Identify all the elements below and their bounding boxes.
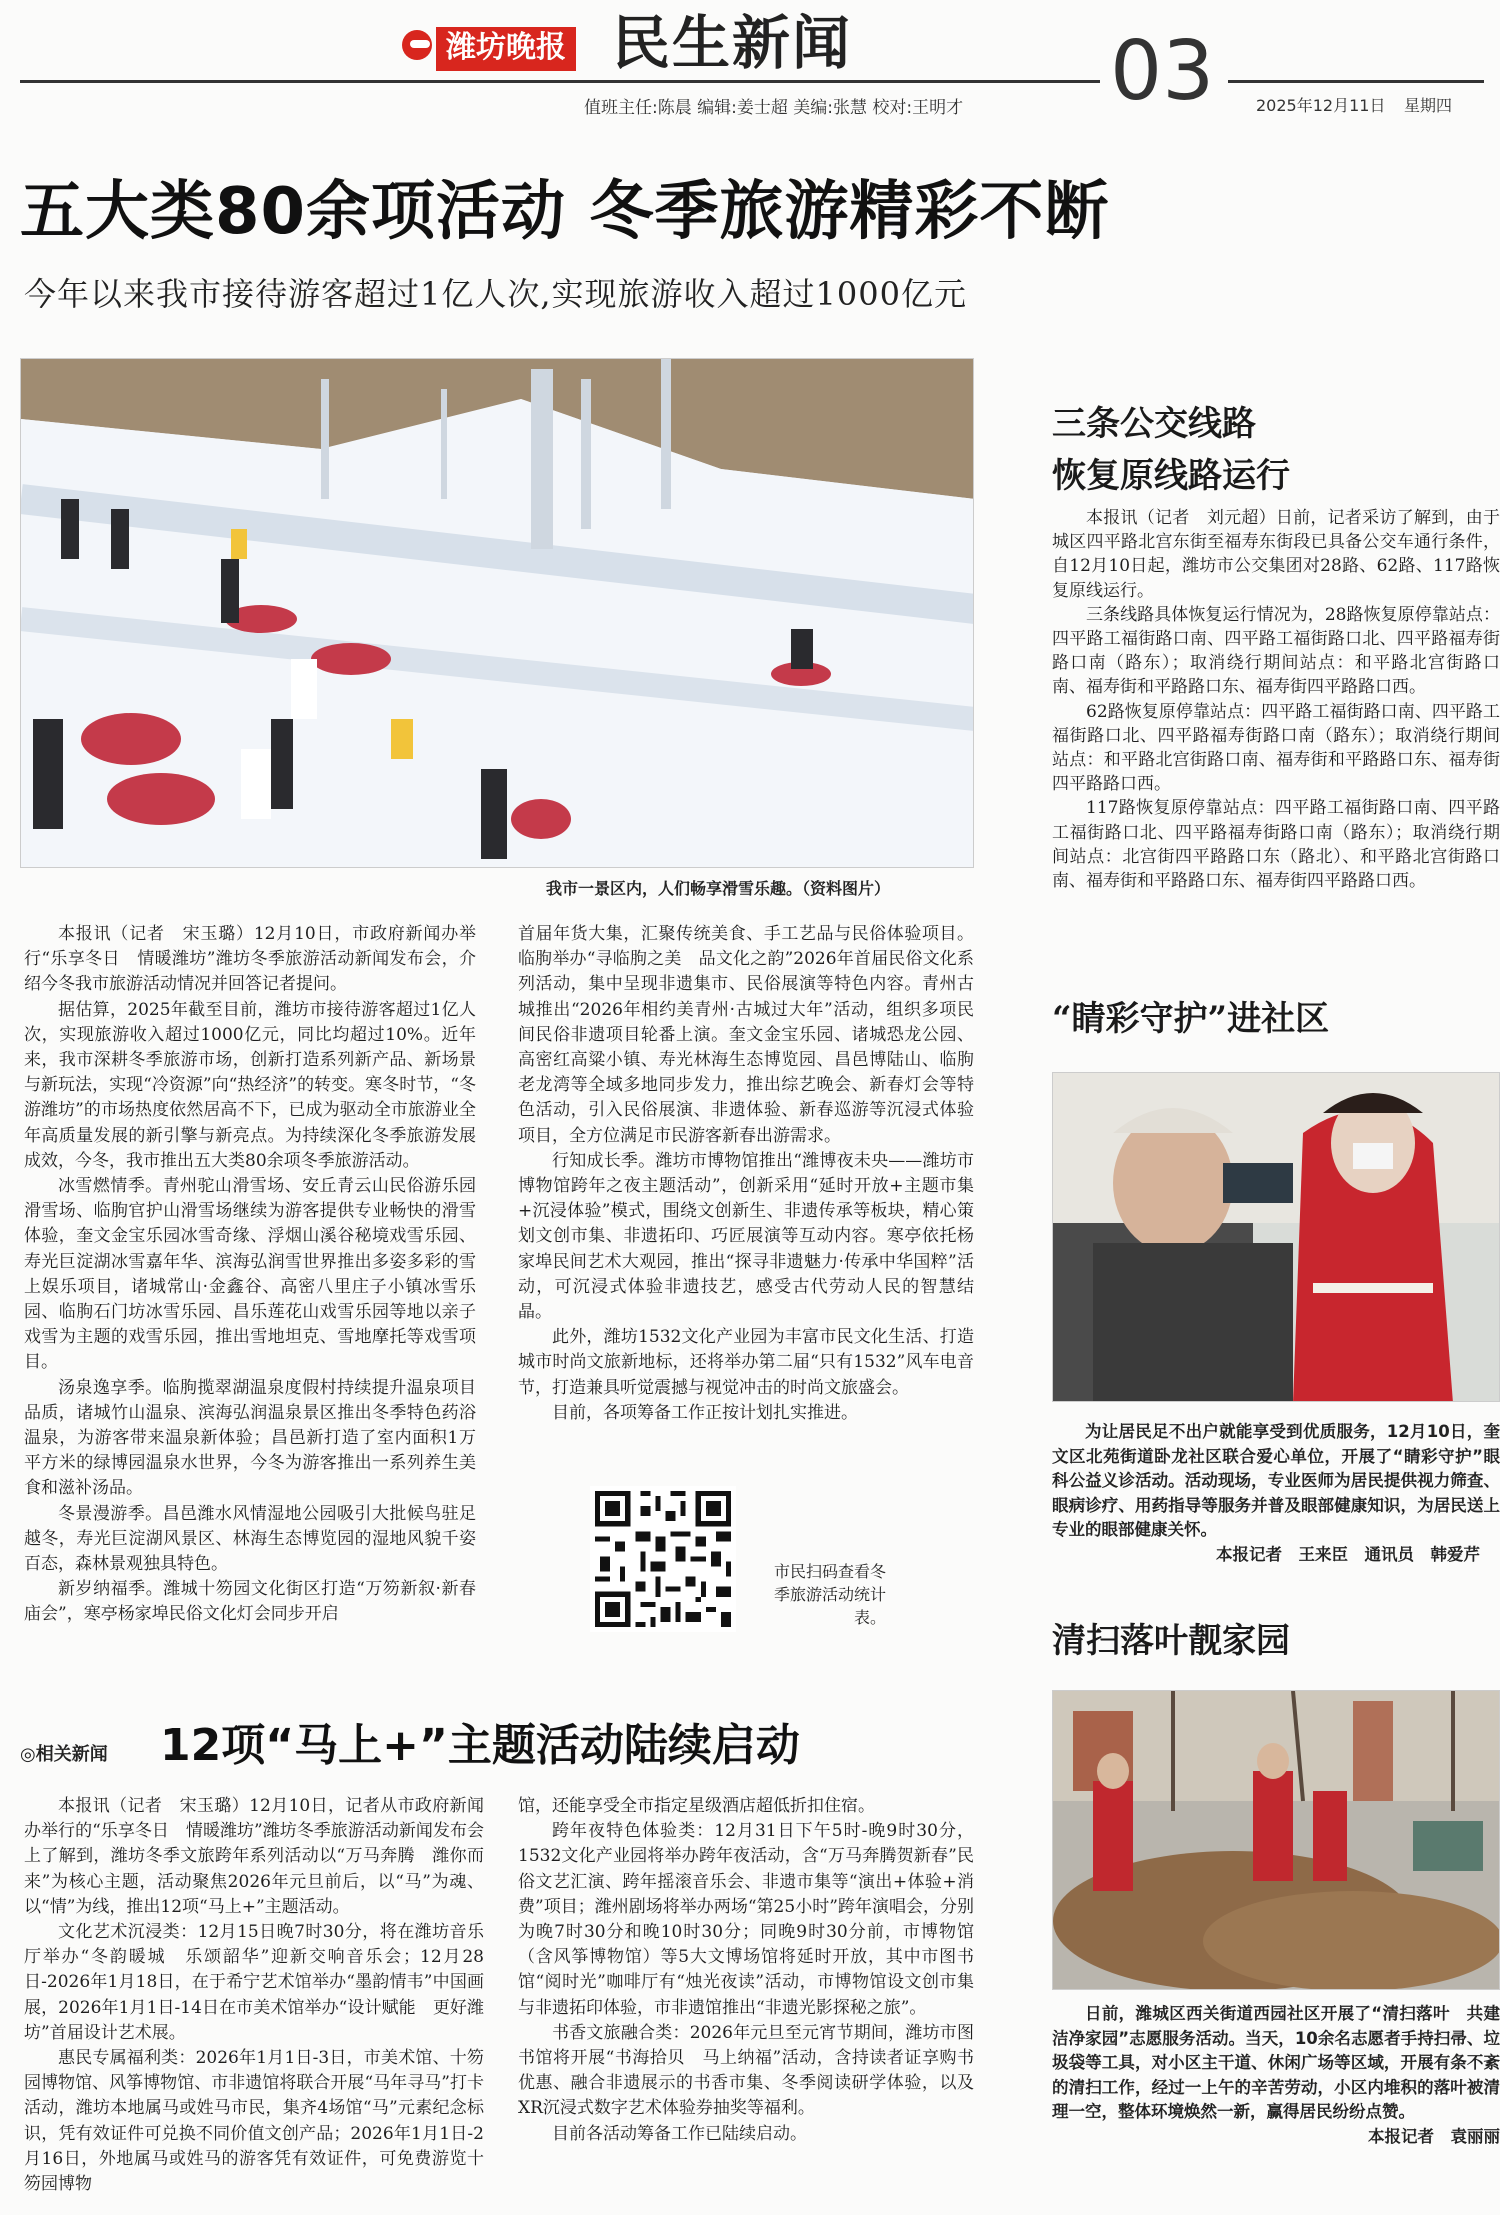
issue-weekday: 星期四 (1404, 96, 1453, 115)
lead-para: 本报讯（记者 宋玉璐）12月10日，市政府新闻办举行“乐享冬日 情暖潍坊”潍坊冬季旅游活动新闻发布会，介绍今冬我市旅游活动情况并回答记者提问。 (24, 924, 476, 995)
related-body-col1 (24, 1794, 484, 2197)
brand-logo-icon-swoosh (410, 40, 430, 48)
eye-photo (1052, 1072, 1500, 1402)
related-para: 文化艺术沉浸类：12月15日晚7时30分，将在潍坊音乐厅举办“冬韵暖城 乐颂韶华”迎新交响音乐会；12月28日-2026年1月18日，在于希宁艺术馆举办“墨韵情韦”中国画展，2026年1月1日-14日在市美术馆举办“设计赋能 更好潍坊”首届设计艺术展。 (24, 1922, 484, 2043)
leaves-photo (1052, 1690, 1500, 1990)
page-number: 03 (1110, 24, 1215, 119)
bus-headline-line2: 恢复原线路运行 (1052, 456, 1290, 496)
related-para: 目前各活动筹备工作已陆续启动。 (552, 2123, 807, 2144)
bus-body (1052, 506, 1500, 893)
masthead-rule-right (1228, 80, 1484, 83)
related-news-tag: ◎相关新闻 (20, 1744, 108, 1765)
issue-date: 2025年12月11日 (1256, 96, 1386, 115)
eye-headline: “睛彩守护”进社区 (1052, 999, 1330, 1039)
bus-para: 62路恢复原停靠站点：四平路工福街路口南、四平路工福街路口北、四平路福寿街路口南（路东）；取消绕行期间站点：和平路北宫街路口南、福寿街和平路路口东、福寿街四平路路口西。 (1052, 701, 1500, 795)
leaves-credit: 本报记者 袁丽丽 (1368, 2126, 1500, 2146)
leaves-headline: 清扫落叶靓家园 (1052, 1621, 1290, 1661)
bus-para: 117路恢复原停靠站点：四平路工福街路口南、四平路工福街路口北、四平路福寿街路口南（路东）；取消绕行期间站点：北宫街四平路路口东（路北）、和平路北宫街路口南、福寿街和平路路口东、福寿街四平路路口西。 (1052, 798, 1500, 892)
lead-para: 行知成长季。潍坊市博物馆推出“潍博夜未央——潍坊市博物馆跨年之夜主题活动”，创新采用“延时开放+主题市集+沉浸体验”模式，围绕文创新生、非遗传承等板块，精心策划文创市集、非遗拓印、巧匠展演等互动内容。寒亭依托杨家埠民间艺术大观园，推出“探寻非遗魅力·传承中华国粹”活动，可沉浸式体验非遗技艺，感受古代劳动人民的智慧结晶。 (518, 1150, 974, 1323)
bus-headline (1052, 398, 1290, 502)
lead-para: 此外，潍坊1532文化产业园为丰富市民文化生活、打造城市时尚文旅新地标，还将举办第二届“只有1532”风车电音节，打造兼具听觉震撼与视觉冲击的时尚文旅盛会。 (518, 1327, 974, 1398)
related-headline: 12项“马上+”主题活动陆续启动 (160, 1720, 800, 1771)
related-para: 本报讯（记者 宋玉璐）12月10日，记者从市政府新闻办举行的“乐享冬日 情暖潍坊”潍坊冬季旅游活动新闻发布会上了解到，潍坊冬季文旅跨年系列活动以“万马奔腾 潍你而来”为核心主题，活动聚焦2026年元旦前后，以“马”为魂、以“情”为线，推出12项“马上+”主题活动。 (24, 1796, 484, 1917)
lead-subheadline: 今年以来我市接待游客超过1亿人次,实现旅游收入超过1000亿元 (24, 275, 967, 313)
lead-para: 目前，各项筹备工作正按计划扎实推进。 (552, 1402, 858, 1423)
bus-para: 本报讯（记者 刘元超）日前，记者采访了解到，由于城区四平路北宫东街至福寿东街段已具备公交车通行条件，自12月10日起，潍坊市公交集团对28路、62路、117路恢复原线运行。 (1052, 508, 1500, 601)
lead-para: 冬景漫游季。昌邑潍水风情湿地公园吸引大批候鸟驻足越冬，寿光巨淀湖风景区、林海生态博览园的湿地风貌千姿百态，森林景观独具特色。 (24, 1503, 476, 1575)
lead-para: 首届年货大集，汇聚传统美食、手工艺品与民俗体验项目。临朐举办“寻临朐之美 品文化之韵”2026年首届民俗文化系列活动，集中呈现非遗集市、民俗展演等特色内容。青州古城推出“2026年相约美青州·古城过大年”活动，组织多项民间民俗非遗项目轮番上演。奎文金宝乐园、诸城恐龙公园、高密红高粱小镇、寿光林海生态博览园、昌邑博陆山、临朐老龙湾等全域多地同步发力，推出综艺晚会、新春灯会等特色活动，引入民俗展演、非遗体验、新春巡游等沉浸式体验项目，全方位满足市民游客新春出游需求。 (518, 924, 974, 1146)
related-para: 馆，还能享受全市指定星级酒店超低折扣住宿。 (518, 1796, 875, 1816)
lead-para: 据估算，2025年截至目前，潍坊市接待游客超过1亿人次，实现旅游收入超过1000亿元，同比均超过10%。近年来，我市深耕冬季旅游市场，创新打造系列新产品、新场景与新玩法，实现“冷资源”向“热经济”的转变。寒冬时节，“冬游潍坊”的市场热度依然居高不下，已成为驱动全市旅游业全年高质量发展的新引擎与新亮点。为持续深化冬季旅游发展成效，今冬，我市推出五大类80余项冬季旅游活动。 (24, 999, 476, 1171)
lead-para: 汤泉逸享季。临朐揽翠湖温泉度假村持续提升温泉项目品质，诸城竹山温泉、滨海弘润温泉景区推出冬季特色药浴温泉，为游客带来温泉新体验；昌邑新打造了室内面积1万平方米的绿博园温泉水世界，今冬为游客推出一系列养生美食和滋补汤品。 (24, 1377, 476, 1499)
section-title: 民生新闻 (612, 9, 853, 77)
qr-caption: 市民扫码查看冬季旅游活动统计表。 (773, 1562, 886, 1627)
masthead-rule-left (20, 80, 1100, 83)
related-para: 书香文旅融合类：2026年元旦至元宵节期间，潍坊市图书馆将开展“书海拾贝 马上纳福”活动，含持读者证享购书优惠、融合非遗展示的书香市集、冬季阅读研学体验，以及XR沉浸式数字艺术体验券抽奖等福利。 (518, 2022, 974, 2119)
lead-body-col1 (24, 922, 476, 1628)
qr-code-icon[interactable] (590, 1486, 736, 1632)
leaves-caption (1052, 2002, 1500, 2149)
masthead (0, 0, 1500, 130)
lead-photo-caption: 我市一景区内，人们畅享滑雪乐趣。（资料图片） (546, 879, 891, 898)
bus-headline-line1: 三条公交线路 (1052, 404, 1256, 444)
leaves-caption-text: 日前，潍城区西关街道西园社区开展了“清扫落叶 共建洁净家园”志愿服务活动。当天，10余名志愿者手持扫帚、垃圾袋等工具，对小区主干道、休闲广场等区域，开展有条不紊的清扫工作，经过一上午的辛苦劳动，小区内堆积的落叶被清理一空，整体环境焕然一新，赢得居民纷纷点赞。 (1052, 2004, 1500, 2121)
lead-body-col2 (518, 922, 974, 1426)
lead-photo-skiing (20, 358, 974, 868)
eye-credit: 本报记者 王来臣 通讯员 韩爱芹 (1216, 1544, 1480, 1564)
lead-headline: 五大类80余项活动 冬季旅游精彩不断 (20, 175, 1110, 249)
lead-para: 新岁纳福季。潍城十笏园文化街区打造“万笏新叙·新春庙会”，寒亭杨家埠民俗文化灯会同步开启 (24, 1579, 476, 1625)
staff-credits: 值班主任:陈晨 编辑:姜士超 美编:张慧 校对:王明才 (584, 98, 964, 118)
related-body-col2 (518, 1794, 974, 2147)
related-para: 惠民专属福利类：2026年1月1日-3日，市美术馆、十笏园博物馆、风筝博物馆、市非遗馆将联合开展“马年寻马”打卡活动，潍坊本地属马或姓马市民，集齐4场馆“马”元素纪念标识，凭有效证件可兑换不同价值文创产品；2026年1月1日-2月16日，外地属马或姓马的游客凭有效证件，可免费游览十笏园博物 (24, 2048, 484, 2195)
eye-caption-text: 为让居民足不出户就能享受到优质服务，12月10日，奎文区北苑街道卧龙社区联合爱心单位，开展了“睛彩守护”眼科公益义诊活动。活动现场，专业医师为居民提供视力筛查、眼病诊疗、用药指导等服务并普及眼部健康知识，为居民送上专业的眼部健康关怀。 (1052, 1422, 1500, 1539)
bus-para: 三条线路具体恢复运行情况为，28路恢复原停靠站点：四平路工福街路口南、四平路工福街路口北、四平路福寿街路口南（路东）；取消绕行期间站点：和平路北宫街路口南、福寿街和平路路口东、福寿街四平路路口西。 (1052, 604, 1500, 698)
brand-name: 潍坊晚报 (436, 27, 576, 71)
eye-caption (1052, 1420, 1500, 1567)
lead-para: 冰雪燃情季。青州驼山滑雪场、安丘青云山民俗游乐园滑雪场、临朐官护山滑雪场继续为游客提供专业畅快的滑雪体验，奎文金宝乐园冰雪奇缘、浮烟山溪谷秘境戏雪乐园、寿光巨淀湖冰雪嘉年华、滨海弘润雪世界推出多姿多彩的雪上娱乐项目，诸城常山·金鑫谷、高密八里庄子小镇冰雪乐园、临朐石门坊冰雪乐园、昌乐莲花山戏雪乐园等地以亲子戏雪为主题的戏雪乐园，推出雪地坦克、雪地摩托等戏雪项目。 (24, 1176, 476, 1373)
related-para: 跨年夜特色体验类：12月31日下午5时-晚9时30分，1532文化产业园将举办跨年夜活动，含“万马奔腾贺新春”民俗文艺汇演、跨年摇滚音乐会、非遗市集等“演出+体验+消费”项目；潍州剧场将举办两场“第25小时”跨年演唱会，分别为晚7时30分和晚10时30分；同晚9时30分前，市博物馆（含风筝博物馆）等5大文博场馆将延时开放，其中市图书馆“阅时光”咖啡厅有“烛光夜读”活动，市博物馆设文创市集与非遗拓印体验，市非遗馆推出“非遗光影探秘之旅”。 (518, 1821, 974, 2018)
